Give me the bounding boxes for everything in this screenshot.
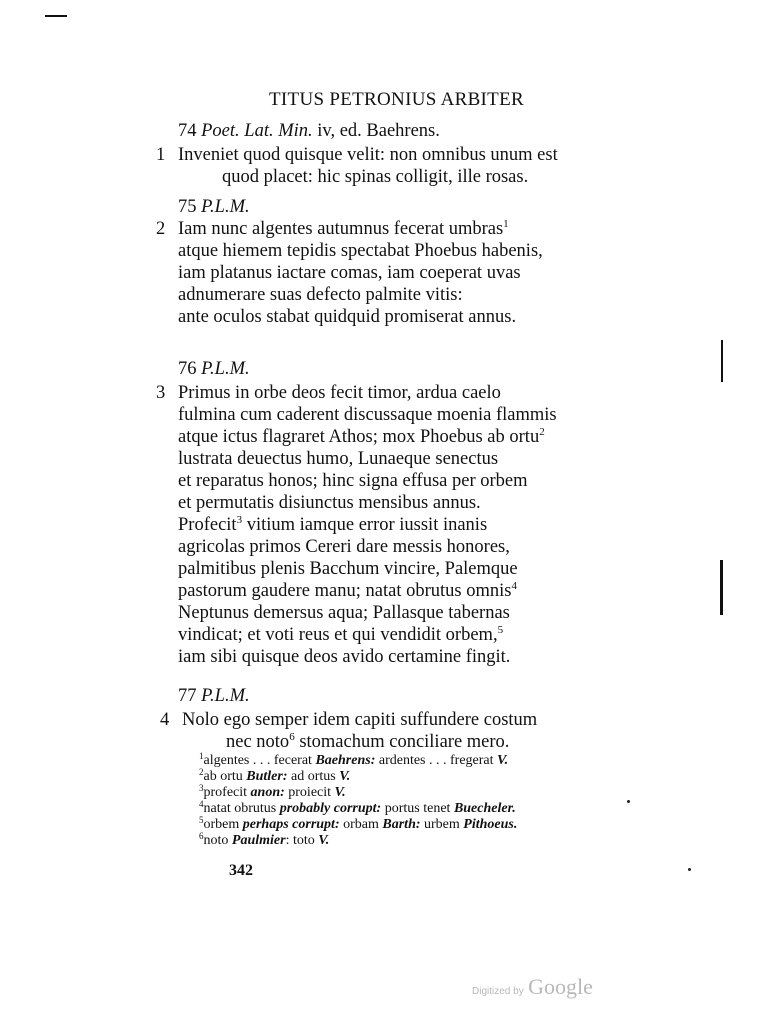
poem-number: 4 — [160, 710, 170, 730]
footnote: $^2$ab ortu Butler: ad ortus V. — [199, 767, 351, 784]
footnote: $^5$orbem perhaps corrupt: orbam Barth: urbem Pithoeus. — [199, 815, 518, 832]
poem-number: 2 — [156, 219, 166, 239]
section-heading: 75 P.L.M. — [178, 197, 250, 217]
footnote: $^6$noto Paulmier: toto V. — [199, 831, 330, 848]
google-watermark: Digitized by Google — [472, 974, 593, 999]
section-heading: 76 P.L.M. — [178, 359, 250, 379]
footnote-ref: 5 — [497, 624, 504, 636]
section-heading: 77 P.L.M. — [178, 686, 250, 706]
section-heading: 74 Poet. Lat. Min. iv, ed. Baehrens. — [178, 121, 440, 141]
running-title: TITUS PETRONIUS ARBITER — [269, 89, 524, 110]
poem-text: Nolo ego semper idem capiti suffundere costum nec noto$^6$ stomachum conciliare mero. — [182, 710, 538, 752]
poem-number: 3 — [156, 383, 166, 403]
poem-text: Primus in orbe deos fecit timor, ardua caelo fulmina cum caderent discussaque moenia flammis atque ictus flagraret Athos; mox Phoebus ab ortu$^2$ lustrata deuectus humo, Lunaeque senectus et reparatus honos; hinc signa effusa per orbem et permutatis disiunctus mensibus annus. Profecit$^3$ vitium iamque error iussit inanis agricolas primos Cereri dare messis honores, palmitibus plenis Bacchum vincire, Palemque pastorum gaudere manu; natat obrutus omnis$^4$ Neptunus demersus aqua; Pallasque tabernas vindicat; et voti reus et qui vendidit orbem,$^5$ iam sibi quisque deos avido certamine fingit. — [178, 383, 557, 667]
footnote-ref: 2 — [539, 426, 545, 438]
footnote-ref: 1 — [503, 218, 509, 230]
poem-text: Inveniet quod quisque velit: non omnibus unum est quod placet: hic spinas colligit, ille rosas. — [178, 145, 558, 187]
footnotes — [199, 753, 517, 849]
poem-number: 1 — [156, 145, 166, 165]
footnote-ref: 6 — [289, 731, 295, 743]
poem-text: Iam nunc algentes autumnus fecerat umbras$^1$ atque hiemem tepidis spectabat Phoebus habenis, iam platanus iactare comas, iam coeperat uvas adnumerare suas defecto palmite vitis: ante oculos stabat quidquid promiserat annus. — [178, 218, 543, 327]
scan-artifact-bar — [720, 560, 723, 615]
page-number: 342 — [229, 862, 253, 879]
scan-artifact-bar — [721, 340, 723, 382]
scan-speck — [627, 800, 630, 803]
footnote: $^3$profecit anon: proiecit V. — [199, 783, 346, 800]
scan-speck — [688, 868, 691, 871]
footnote-ref: 4 — [511, 580, 517, 592]
footnote-ref: 3 — [236, 514, 243, 526]
footnote: $^1$algentes . . . fecerat Baehrens: ardentes . . . fregerat V. — [199, 751, 509, 768]
footnote: $^4$natat obrutus probably corrupt: portus tenet Buecheler. — [199, 799, 516, 816]
scan-mark — [45, 15, 67, 17]
